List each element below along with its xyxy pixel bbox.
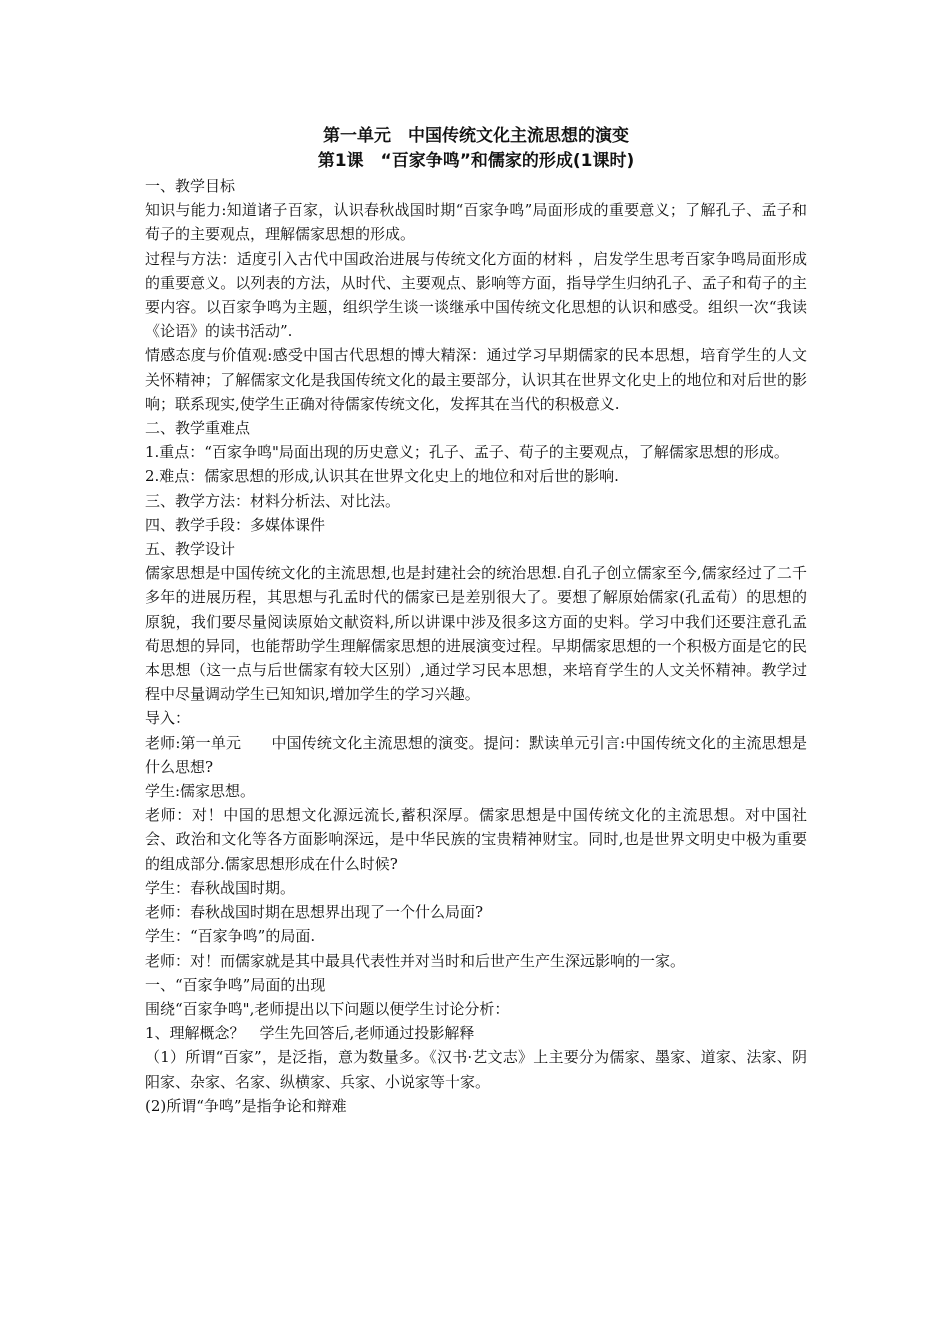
paragraph: 三、教学方法：材料分析法、对比法。 — [145, 491, 401, 510]
paragraph: 学生：“百家争鸣”的局面. — [145, 927, 316, 946]
paragraph: 围绕“百家争鸣",老师提出以下问题以便学生讨论分析： — [145, 999, 510, 1018]
paragraph: 情感态度与价值观:感受中国古代思想的博大精深：通过学习早期儒家的民本思想，培育学生的人文关怀精神；了解儒家文化是我国传统文化的最主要部分，认识其在世界文化史上的地位和对后世的影响；联系现实,使学生正确对待儒家传统文化，发挥其在当代的积极意义. — [145, 346, 807, 413]
paragraph: 老师：对！而儒家就是其中最具代表性并对当时和后世产生产生深远影响的一家。 — [145, 951, 686, 970]
document-page — [145, 124, 807, 1118]
paragraph: (2)所谓“争鸣”是指争论和辩难 — [145, 1096, 347, 1115]
paragraph: 二、教学重难点 — [145, 419, 251, 438]
paragraph: （1）所谓“百家”，是泛指，意为数量多。《汉书·艺文志》上主要分为儒家、墨家、道家、法家、阴阳家、杂家、名家、纵横家、兵家、小说家等十家。 — [145, 1048, 807, 1091]
paragraph: 一、教学目标 — [145, 177, 236, 195]
paragraph: 老师:第一单元 中国传统文化主流思想的演变。提问：默读单元引言:中国传统文化的主流思想是什么思想? — [145, 733, 807, 776]
paragraph: 知识与能力:知道诸子百家，认识春秋战国时期“百家争鸣”局面形成的重要意义；了解孔子、孟子和荀子的主要观点，理解儒家思想的形成。 — [145, 201, 807, 244]
paragraph: 一、“百家争鸣”局面的出现 — [145, 975, 326, 994]
document-body — [145, 174, 807, 1118]
paragraph: 老师：对！中国的思想文化源远流长,蓄积深厚。儒家思想是中国传统文化的主流思想。对中国社会、政治和文化等各方面影响深远，是中华民族的宝贵精神财宝。同时,也是世界文明史中极为重要的组成部分.儒家思想形成在什么时候? — [145, 806, 807, 873]
lesson-title: 第1课 “百家争鸣”和儒家的形成(1课时) — [317, 151, 635, 171]
paragraph: 1.重点：“百家争鸣"局面出现的历史意义；孔子、孟子、荀子的主要观点，了解儒家思想的形成。 — [145, 443, 789, 462]
paragraph: 老师：春秋战国时期在思想界出现了一个什么局面? — [145, 903, 484, 922]
paragraph: 过程与方法：适度引入古代中国政治进展与传统文化方面的材料 ，启发学生思考百家争鸣局面形成的重要意义。以列表的方法，从时代、主要观点、影响等方面，指导学生归纳孔子、孟子和荀子的主要内容。以百家争鸣为主题，组织学生谈一谈继承中国传统文化思想的认识和感受。组织一次“我读《论语》的读书活动”. — [145, 249, 807, 341]
paragraph: 学生:儒家思想。 — [145, 782, 256, 801]
paragraph: 1、理解概念？ 学生先回答后,老师通过投影解释 — [145, 1024, 475, 1043]
unit-title: 第一单元 中国传统文化主流思想的演变 — [323, 126, 629, 146]
paragraph: 四、教学手段：多媒体课件 — [145, 515, 326, 534]
paragraph: 2.难点：儒家思想的形成,认识其在世界文化史上的地位和对后世的影响. — [145, 467, 619, 486]
paragraph: 导入： — [145, 709, 191, 728]
paragraph: 五、教学设计 — [145, 540, 236, 559]
paragraph: 学生：春秋战国时期。 — [145, 878, 296, 897]
paragraph: 儒家思想是中国传统文化的主流思想,也是封建社会的统治思想.自孔子创立儒家至今,儒家经过了二千多年的进展历程，其思想与孔孟时代的儒家已是差别很大了。要想了解原始儒家(孔孟荀）的思想的原貌，我们要尽量阅读原始文献资料,所以讲课中涉及很多这方面的史料。学习中我们还要注意孔孟荀思想的异同，也能帮助学生理解儒家思想的进展演变过程。早期儒家思想的一个积极方面是它的民本思想（这一点与后世儒家有较大区别）,通过学习民本思想，来培育学生的人文关怀精神。教学过程中尽量调动学生已知知识,增加学生的学习兴趣。 — [145, 564, 807, 704]
